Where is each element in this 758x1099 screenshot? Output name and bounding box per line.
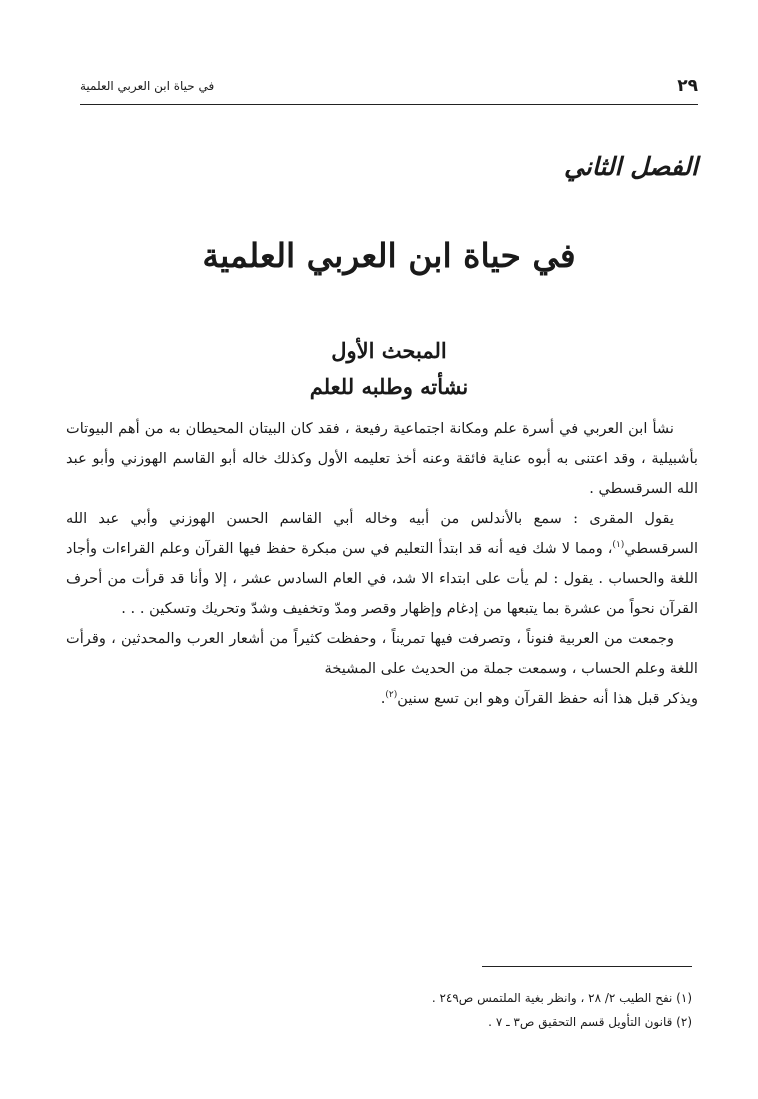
paragraph-4-text-a: ويذكر قبل هذا أنه حفظ القرآن وهو ابن تسع سنين — [397, 690, 698, 707]
footnote-1: (١) نفح الطيب ٢/ ٢٨ ، وانظر بغية الملتمس ص٢٤٩ . — [431, 991, 692, 1005]
body-text — [66, 414, 698, 714]
paragraph-3-text: وجمعت من العربية فنوناً ، وتصرفت فيها تمريناً ، وحفظت كثيراً من أشعار العرب والمحدثين ، وقرأت اللغة وعلم الحساب ، وسمعت جملة من الحديث على المشيخة — [66, 630, 698, 677]
paragraph-2 — [66, 504, 698, 624]
footnote-ref-1: (١) — [612, 540, 625, 551]
footnote-divider — [482, 966, 692, 967]
paragraph-2-text-b: ، ومما لا شك فيه أنه قد ابتدأ التعليم في سن مبكرة حفظ فيها القرآن وعلم القراءات وأجاد اللغة والحساب . يقول : لم يأت على ابتداء الا شد، في العام السادس عشر ، إلا وأنا قد قرأت من أحرف القرآن نحواً من عشرة بما يتبعها من إدغام وإظهار وقصر ومدّ وتخفيف وشدّ وتحريك وتسكين . . . — [66, 540, 698, 617]
footnote-2: (٢) قانون التأويل قسم التحقيق ص٣ ـ ٧ . — [488, 1015, 692, 1029]
footnotes — [60, 986, 692, 1034]
page-header — [80, 74, 698, 105]
page-number: ٢٩ — [677, 76, 698, 96]
paragraph-3 — [66, 624, 698, 684]
section-label: المبحث الأول — [331, 338, 447, 363]
footnote-ref-2: (٢) — [385, 690, 398, 701]
chapter-title: في حياة ابن العربي العلمية — [202, 236, 576, 275]
chapter-label: الفصل الثاني — [563, 152, 698, 181]
paragraph-1-text: نشأ ابن العربي في أسرة علم ومكانة اجتماعية رفيعة ، فقد كان البيتان المحيطان به من أهم البيوتات بأشبيلية ، وقد اعتنى به أبوه عناية فائقة وعنه أخذ تعليمه الأول وكذلك خاله أبو القاسم الهوزني وأبو عبد الله السرقسطي . — [66, 420, 698, 497]
paragraph-4 — [66, 684, 698, 714]
running-title: في حياة ابن العربي العلمية — [80, 79, 215, 93]
paragraph-1 — [66, 414, 698, 504]
section-title: نشأته وطلبه للعلم — [309, 374, 469, 399]
paragraph-4-text-b: . — [380, 690, 386, 707]
paragraph-2-text-a: يقول المقرى : سمع بالأندلس من أبيه وخاله أبي القاسم الحسن الهوزني وأبي عبد الله السرقسطي — [66, 510, 698, 557]
